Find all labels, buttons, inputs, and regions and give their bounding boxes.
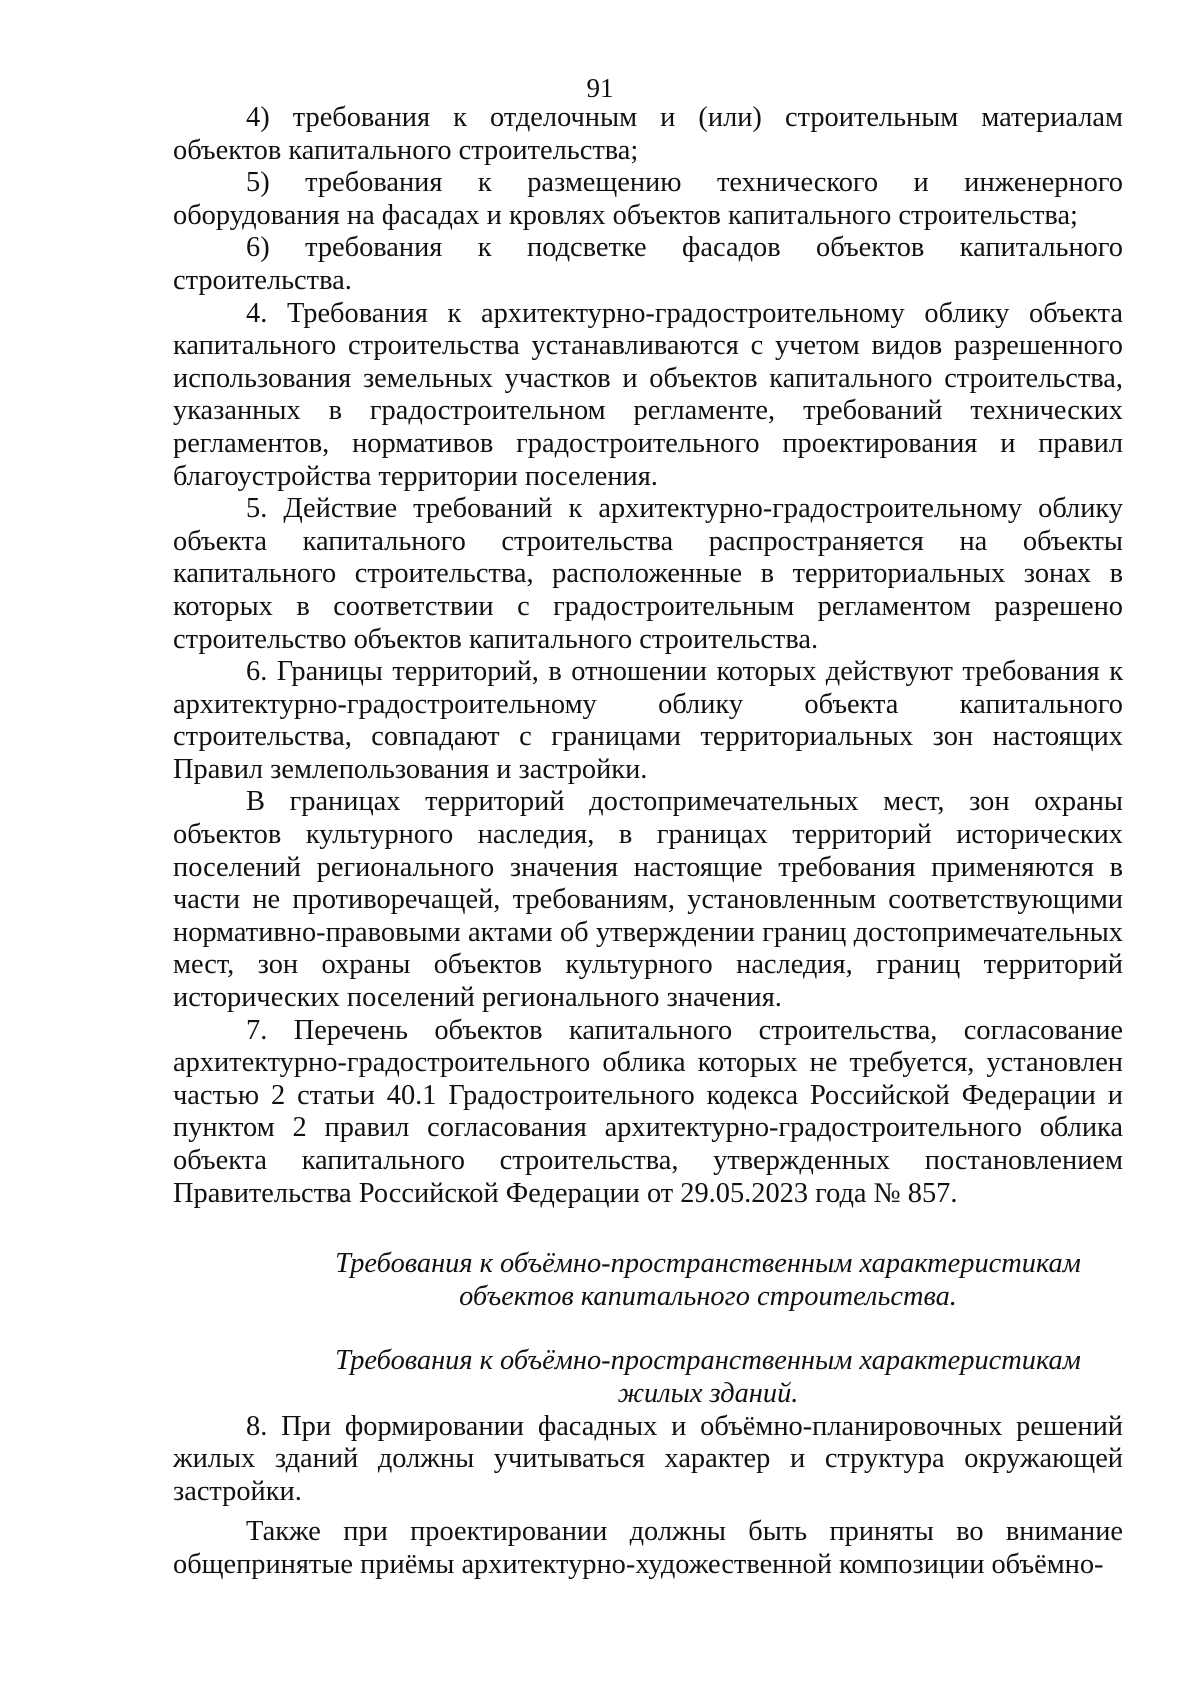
page-number: 91 — [586, 73, 614, 103]
paragraph-item-5-equipment-placement: 5) требования к размещению технического и инженерного оборудования на фасадах и кровлях объектов капитального строительства; — [173, 167, 1123, 231]
paragraph-clause-4: 4. Требования к архитектурно-градостроительному облику объекта капитального строительства устанавливаются с учетом видов разрешенного использования земельных участков и объектов капитального строительства, указанных в градостроительном регламенте, требований технических регламентов, нормативов градостроительного проектирования и правил благоустройства территории поселения. — [173, 297, 1123, 492]
section-heading-residential-buildings — [173, 1345, 1123, 1410]
paragraph-clause-6: 6. Границы территорий, в отношении которых действуют требования к архитектурно-градостроительному облику объекта капитального строительства, совпадают с границами территориальных зон настоящих Правил землепользования и застройки. — [173, 656, 1123, 785]
paragraph-heritage-boundaries: В границах территорий достопримечательных мест, зон охраны объектов культурного наследия, в границах территорий исторических поселений регионального значения настоящие требования применяются в части не противоречащей, требованиям, установленным соответствующими нормативно-правовыми актами об утверждении границ достопримечательных мест, зон охраны объектов культурного наследия, границ территорий исторических поселений регионального значения. — [173, 786, 1123, 1014]
paragraph-spacer — [173, 1508, 1123, 1516]
section-spacer — [173, 1313, 1123, 1345]
paragraph-item-4-finishing-materials: 4) требования к отделочным и (или) строительным материалам объектов капитального строительства; — [173, 102, 1123, 166]
section-heading-line: жилых зданий. — [617, 1377, 799, 1409]
section-spacer — [173, 1210, 1123, 1248]
document-body — [173, 102, 1123, 1582]
paragraph-clause-8: 8. При формировании фасадных и объёмно-планировочных решений жилых зданий должны учитываться характер и структура окружающей застройки. — [173, 1410, 1123, 1507]
section-heading-line: объектов капитального строительства. — [459, 1280, 957, 1312]
paragraph-clause-5: 5. Действие требований к архитектурно-градостроительному облику объекта капитального строительства распространяется на объекты капитального строительства, расположенные в территориальных зонах в которых в соответствии с градостроительным регламентом разрешено строительство объектов капитального строительства. — [173, 493, 1123, 655]
section-heading-line: Требования к объёмно-пространственным характеристикам — [335, 1248, 1081, 1280]
paragraph-item-6-facade-lighting: 6) требования к подсветке фасадов объектов капитального строительства. — [173, 232, 1123, 296]
section-heading-capital-construction — [173, 1248, 1123, 1313]
section-heading-line: Требования к объёмно-пространственным характеристикам — [335, 1345, 1081, 1377]
paragraph-composition-techniques: Также при проектировании должны быть приняты во внимание общепринятые приёмы архитектурно-художественной композиции объёмно- — [173, 1516, 1123, 1580]
paragraph-clause-7: 7. Перечень объектов капитального строительства, согласование архитектурно-градостроительного облика которых не требуется, установлен частью 2 статьи 40.1 Градостроительного кодекса Российской Федерации и пунктом 2 правил согласования архитектурно-градостроительного облика объекта капитального строительства, утвержденных постановлением Правительства Российской Федерации от 29.05.2023 года № 857. — [173, 1014, 1123, 1209]
